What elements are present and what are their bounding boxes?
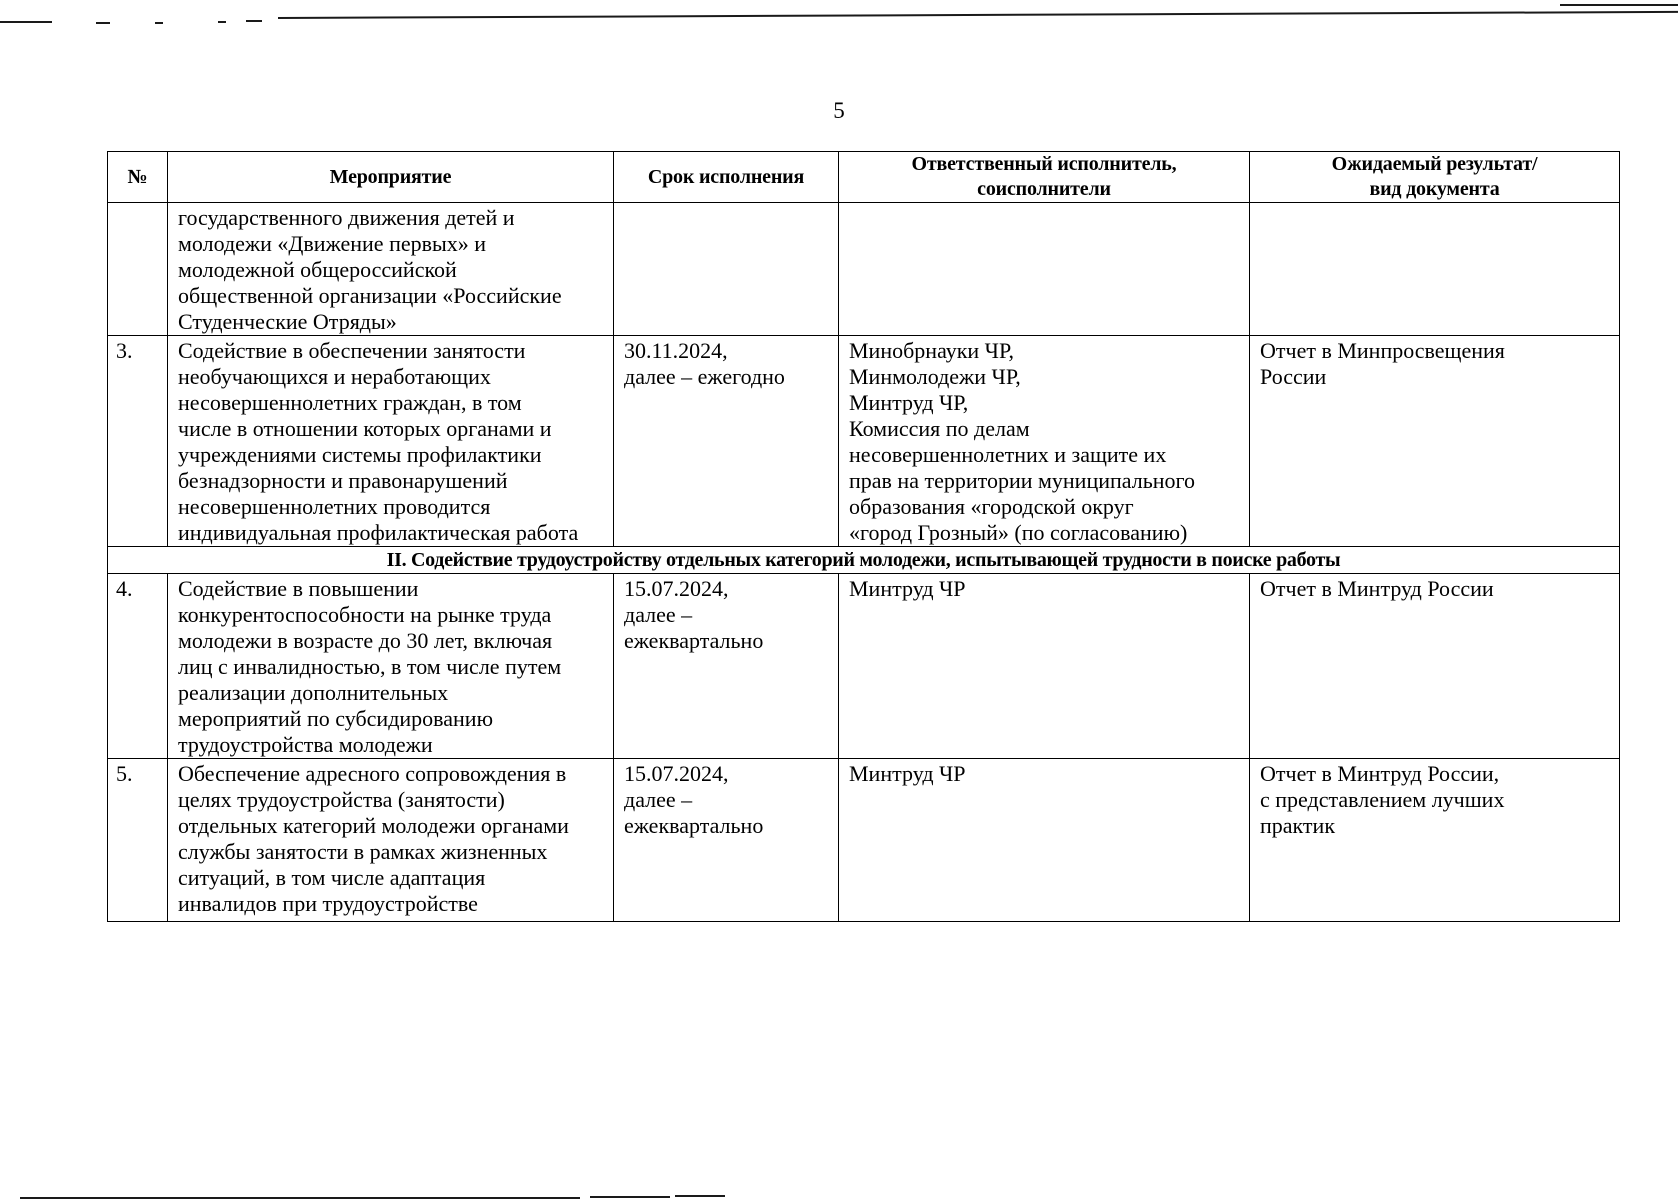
scan-line-top [155,22,163,24]
scan-line-top [278,11,1678,19]
table-row [108,336,1620,547]
cell-result: Отчет в Минтруд России, с представлением лучших практик [1250,759,1620,922]
scan-line-top [218,21,226,23]
table-header-row [108,152,1620,203]
cell-number: 5. [108,759,168,922]
table-row [108,203,1620,336]
cell-deadline: 15.07.2024, далее – ежеквартально [614,759,839,922]
scan-line-bottom [20,1197,580,1199]
cell-executor [839,203,1250,336]
header-result: Ожидаемый результат/ вид документа [1250,152,1620,203]
scan-line-bottom [590,1196,670,1198]
header-event: Мероприятие [168,152,614,203]
cell-deadline: 15.07.2024, далее – ежеквартально [614,574,839,759]
table-row [108,574,1620,759]
section-row [108,547,1620,574]
scan-line-top [96,22,110,24]
cell-result: Отчет в Минпросвещения России [1250,336,1620,547]
cell-executor: Минтруд ЧР [839,759,1250,922]
cell-event: государственного движения детей и молодежи «Движение первых» и молодежной общероссийской общественной организации «Российские Студенческие Отряды» [168,203,614,336]
cell-result [1250,203,1620,336]
scan-line-top [0,21,52,23]
cell-event: Содействие в обеспечении занятости необучающихся и неработающих несовершеннолетних граждан, в том числе в отношении которых органами и учреждениями системы профилактики безнадзорности и правонарушений несовершеннолетних проводится индивидуальная профилактическая работа [168,336,614,547]
action-plan-table [107,151,1620,922]
cell-deadline: 30.11.2024, далее – ежегодно [614,336,839,547]
header-deadline: Срок исполнения [614,152,839,203]
section-heading: II. Содействие трудоустройству отдельных категорий молодежи, испытывающей трудности в поиске работы [108,547,1620,574]
cell-number [108,203,168,336]
cell-result: Отчет в Минтруд России [1250,574,1620,759]
header-number: № [108,152,168,203]
cell-executor: Минобрнауки ЧР, Минмолодежи ЧР, Минтруд ЧР, Комиссия по делам несовершеннолетних и защите их прав на территории муниципального образования «городской округ «город Грозный» (по согласованию) [839,336,1250,547]
scan-line-bottom [675,1195,725,1197]
page-number: 5 [833,98,845,123]
cell-number: 3. [108,336,168,547]
cell-number: 4. [108,574,168,759]
header-executor: Ответственный исполнитель, соисполнители [839,152,1250,203]
cell-event: Содействие в повышении конкурентоспособности на рынке труда молодежи в возрасте до 30 лет, включая лиц с инвалидностью, в том числе путем реализации дополнительных мероприятий по субсидированию трудоустройства молодежи [168,574,614,759]
scan-line-top [246,20,262,22]
scan-line-top [1560,4,1678,6]
cell-executor: Минтруд ЧР [839,574,1250,759]
cell-deadline [614,203,839,336]
table-row [108,759,1620,922]
cell-event: Обеспечение адресного сопровождения в целях трудоустройства (занятости) отдельных категорий молодежи органами службы занятости в рамках жизненных ситуаций, в том числе адаптация инвалидов при трудоустройстве [168,759,614,922]
